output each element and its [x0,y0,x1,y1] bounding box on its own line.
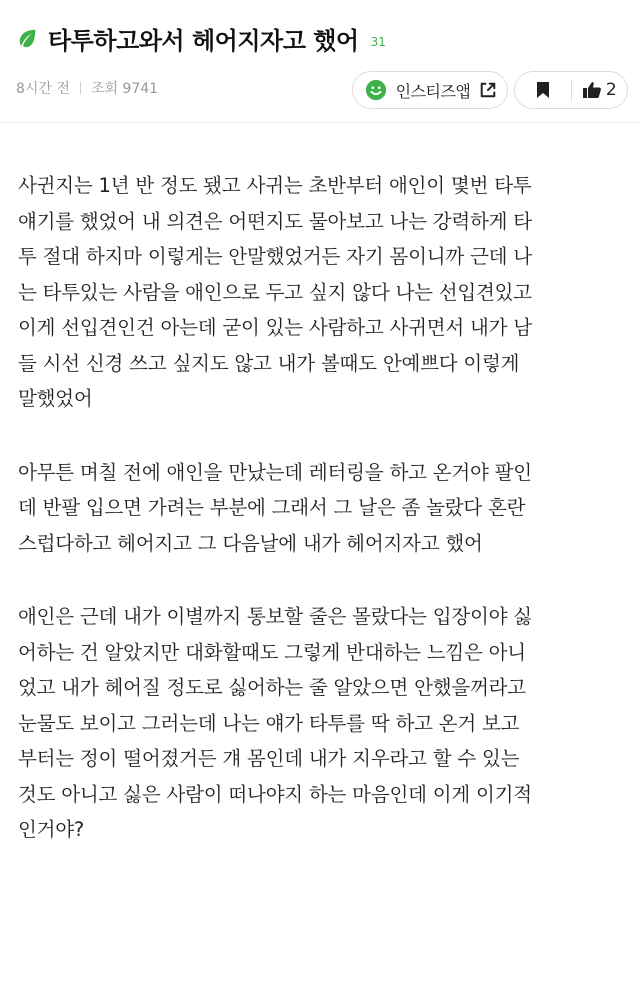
bookmark-icon [536,81,550,99]
bookmark-button[interactable] [515,72,571,108]
like-button[interactable] [572,72,628,108]
post-views: 조회 9741 [90,81,159,97]
leaf-icon [16,27,38,49]
post-paragraph: 아무튼 며칠 전에 애인을 만났는데 레터링을 하고 온거야 팔인 데 반팔 입으면 가려는 부분에 그래서 그 날은 좀 놀랐다 혼란 스럽다하고 헤어지고 그 다음날에 내가 헤어지자고 했어 [18,460,532,555]
share-icon [479,81,497,99]
smile-icon [365,79,387,101]
header-divider [0,122,640,123]
post-paragraph: 사귄지는 1년 반 정도 됐고 사귀는 초반부터 애인이 몇번 타투 얘기를 했었어 내 의견은 어떤지도 물아보고 나는 강력하게 타 투 절대 하지마 이렇게는 안말했었거든 자기 몸이니까 근데 나 는 타투있는 사람을 애인으로 두고 싶지 않다 나는 선입견있고 이게 선입견인건 아는데 굳이 있는 사람하고 사귀면서 내가 남 들 시선 신경 쓰고 싶지도 않고 내가 볼때도 안예쁘다 이렇게 말했었어 [18,174,532,410]
like-count: 2 [605,80,617,100]
post-title: 타투하고와서 헤어지자고 했어 [48,26,359,55]
instiz-app-button[interactable] [352,71,508,109]
meta-divider [80,82,81,94]
post-meta [16,78,158,98]
post-actions [514,71,628,109]
post-paragraph: 애인은 근데 내가 이별까지 통보할 줄은 몰랐다는 입장이야 싫 어하는 건 알았지만 대화할때도 그렇게 반대하는 느낌은 아니 었고 내가 헤어질 정도로 싫어하는 줄 알았으면 안했을꺼라고 눈물도 보이고 그러는데 나는 얘가 타투를 딱 하고 온거 보고 부터는 정이 떨어졌거든 걔 몸인데 내가 지우라고 할 수 있는 것도 아니고 싫은 사람이 떠나야지 하는 마음인데 이게 이기적 인거야? [18,605,532,841]
like-icon [582,81,602,99]
instiz-app-label: 인스티즈앱 [395,81,471,101]
title-row [16,18,386,58]
post-body [18,168,626,886]
comment-count[interactable]: 31 [370,35,386,49]
post-time: 8시간 전 [16,81,70,97]
